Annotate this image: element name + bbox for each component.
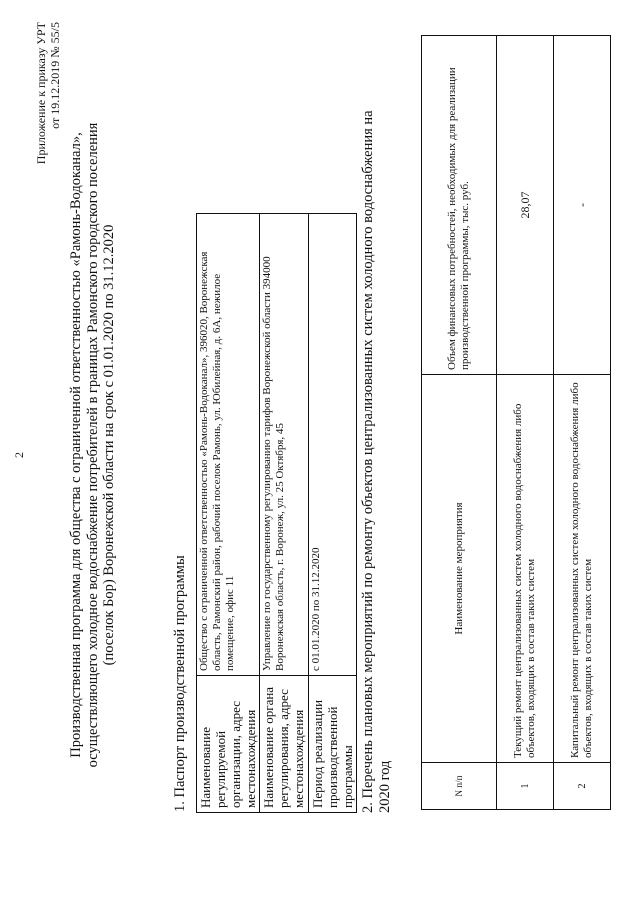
annex-line-1: Приложение к приказу УРТ xyxy=(34,22,48,165)
header-num: N п/п xyxy=(422,763,497,810)
table-row xyxy=(554,36,611,810)
passport-label: Наименование органа регулирования, адрес местонахождения xyxy=(260,676,309,813)
title-line-2: осуществляющего холодное водоснабжение потребителей в границах Рамонского городского поселения xyxy=(84,122,101,768)
section-2-heading: 2. Перечень плановых мероприятий по ремонту объектов централизованных систем холодного водоснабжения на 2020 год xyxy=(360,110,393,813)
annex-note xyxy=(34,22,62,197)
row-name: Капитальный ремонт централизованных систем холодного водоснабжения либо объектов, входящих в состав таких систем xyxy=(554,375,611,763)
title-line-1: Производственная программа для общества с ограниченной ответственностью «Рамонь-Водоканал», xyxy=(68,132,84,758)
header-amount: Объем финансовых потребностей, необходимых для реализации производственной программы, тыс. руб. xyxy=(422,36,497,375)
header-name: Наименование мероприятия xyxy=(422,375,497,763)
passport-row xyxy=(197,214,260,813)
row-amount: - xyxy=(554,36,611,375)
passport-row xyxy=(309,214,357,813)
passport-table xyxy=(196,213,357,813)
passport-label: Наименование регулируемой организации, адрес местонахождения xyxy=(197,676,260,813)
measures-header-row xyxy=(422,36,497,810)
measures-table xyxy=(421,35,611,810)
passport-value: с 01.01.2020 по 31.12.2020 xyxy=(309,214,357,676)
annex-line-2: от 19.12.2019 № 55/5 xyxy=(48,22,62,129)
passport-row xyxy=(260,214,309,813)
row-name: Текущий ремонт централизованных систем холодного водоснабжения либо объектов, входящих в состав таких систем xyxy=(497,375,554,763)
title-line-3: (поселок Бор) Воронежской области на срок с 01.01.2020 по 31.12.2020 xyxy=(101,224,117,666)
section-1-heading: 1. Паспорт производственной программы xyxy=(172,555,188,812)
page-number: 2 xyxy=(12,452,26,458)
row-num: 1 xyxy=(497,763,554,810)
document-title xyxy=(68,100,118,790)
row-amount: 28,07 xyxy=(497,36,554,375)
passport-value: Общество с ограниченной ответственностью «Рамонь-Водоканал», 396020, Воронежская область, Рамонский район, рабочий поселок Рамонь, ул. Юбилейная, д. 6А, нежилое помещение, офис 11 xyxy=(197,214,260,676)
passport-label: Период реализации производственной программы xyxy=(309,676,357,813)
table-row xyxy=(497,36,554,810)
row-num: 2 xyxy=(554,763,611,810)
passport-value: Управление по государственному регулированию тарифов Воронежской области 394000 Воронежская область, г. Воронеж, ул. 25 Октября, 45 xyxy=(260,214,309,676)
